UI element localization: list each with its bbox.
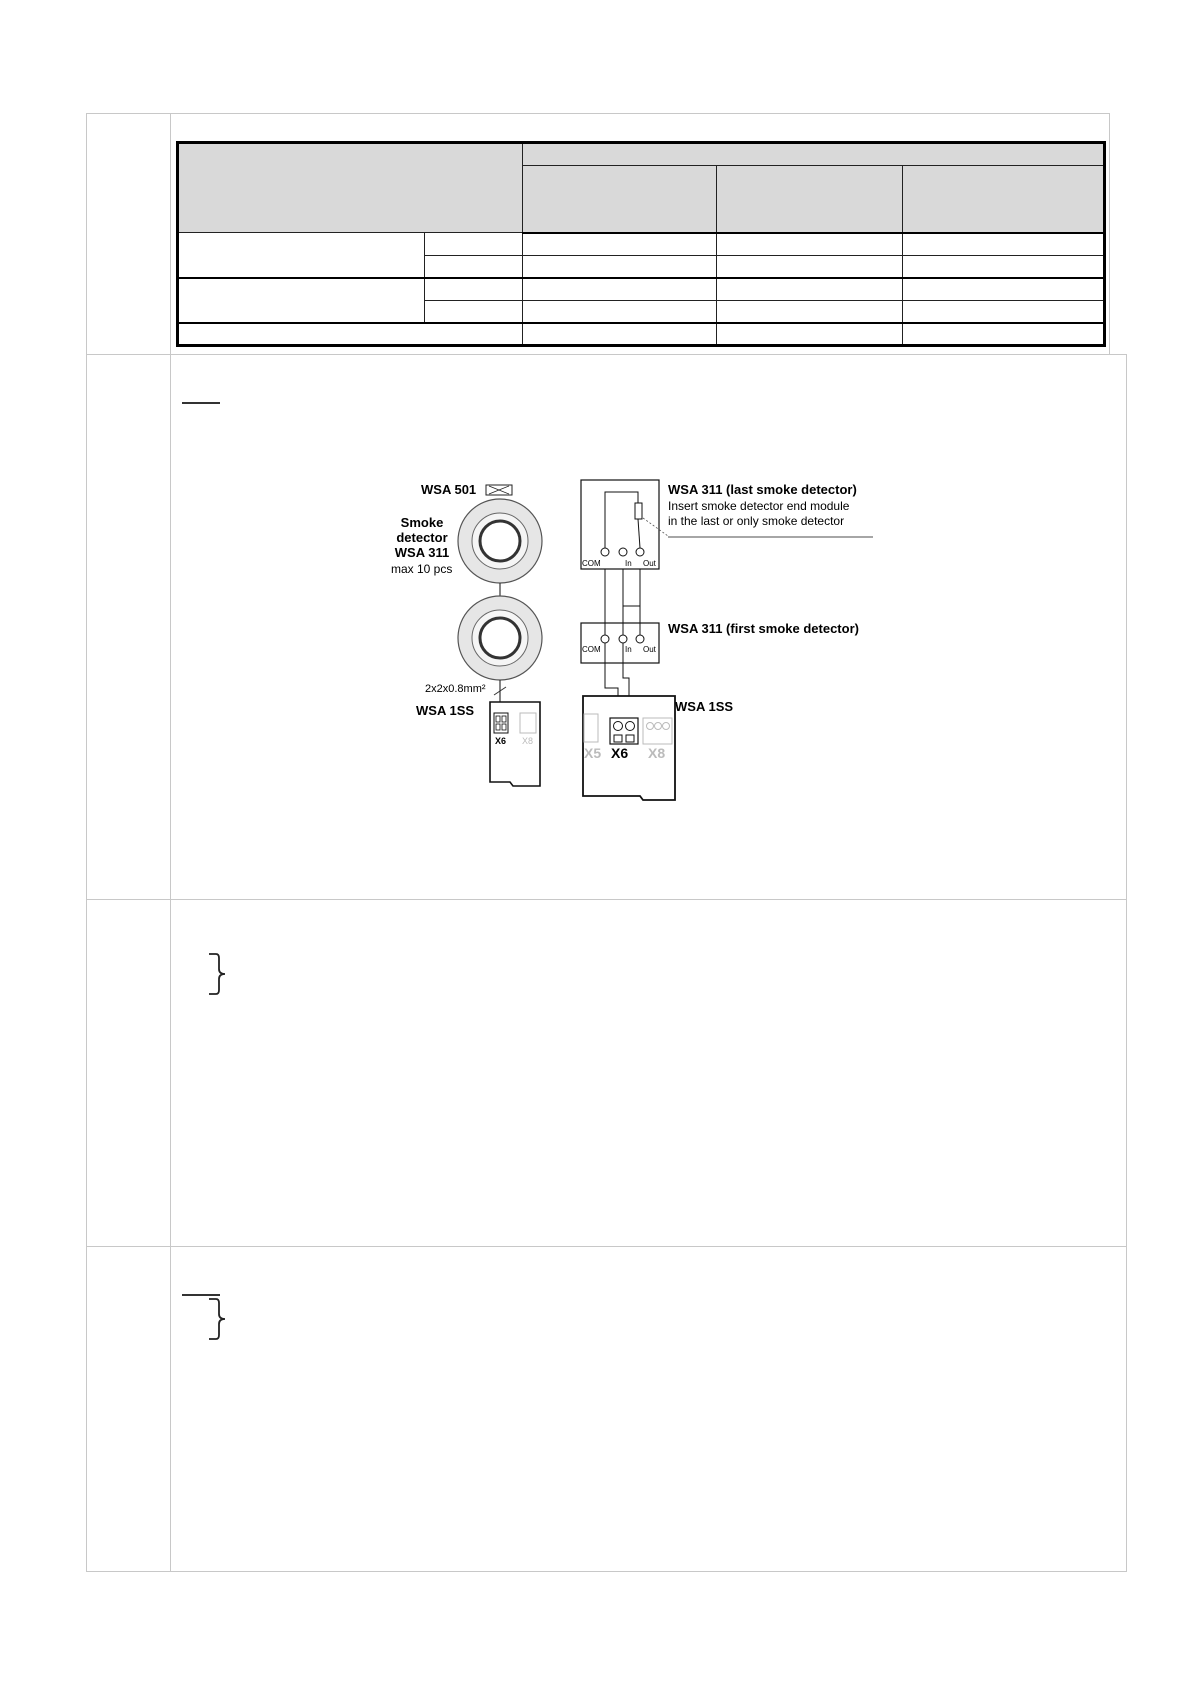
last-detector-note-2: in the last or only smoke detector <box>668 514 845 528</box>
out-label-first: Out <box>643 645 656 654</box>
last-detector-box <box>581 480 659 569</box>
table-cell <box>717 255 903 278</box>
x5-label: X5 <box>584 745 602 761</box>
spec-table <box>176 141 1106 347</box>
section-3-frame <box>86 899 1127 1247</box>
smoke-label-line3: WSA 311 <box>394 545 450 560</box>
brace-mark <box>206 1297 230 1341</box>
x8-label-small: X8 <box>522 736 534 746</box>
table-cell <box>717 300 903 323</box>
com-label-first: COM <box>582 645 601 654</box>
row-number-column-2 <box>86 354 171 900</box>
table-cell <box>178 233 425 278</box>
table-header-cell <box>903 165 1105 233</box>
last-detector-note-1: Insert smoke detector end module <box>668 499 850 513</box>
row-number-column-3 <box>86 899 171 1247</box>
smoke-label-line1: Smoke <box>400 515 444 530</box>
smoke-detector-icon <box>458 499 542 583</box>
wsa1ss-module-small <box>490 702 540 786</box>
table-cell <box>717 278 903 301</box>
first-detector-box <box>581 623 659 663</box>
table-cell <box>523 323 717 346</box>
wsa1ss-module-large <box>583 696 675 800</box>
table-cell <box>903 278 1105 301</box>
table-cell <box>523 233 717 256</box>
table-cell <box>903 233 1105 256</box>
table-cell <box>425 233 523 256</box>
table-cell <box>425 255 523 278</box>
wiring-diagram <box>385 478 885 803</box>
row-number-column-4 <box>86 1246 171 1572</box>
wsa501-symbol <box>486 485 512 495</box>
table-cell <box>903 300 1105 323</box>
wsa501-label: WSA 501 <box>421 482 477 497</box>
wsa1ss-label-right: WSA 1SS <box>675 699 734 714</box>
table-cell <box>178 323 523 346</box>
table-header-cell <box>178 143 523 233</box>
out-label-last: Out <box>643 559 656 568</box>
table-cell <box>903 323 1105 346</box>
table-cell <box>903 255 1105 278</box>
underline-mark <box>182 402 220 404</box>
cable-spec-label: 2x2x0.8mm² <box>425 683 486 695</box>
table-cell <box>717 233 903 256</box>
max-count-label: max 10 pcs <box>391 562 453 576</box>
x6-label-small: X6 <box>495 736 507 746</box>
section-4-frame <box>86 1246 1127 1572</box>
x6-label-large: X6 <box>611 745 629 761</box>
com-label-last: COM <box>582 559 601 568</box>
table-cell <box>178 278 425 323</box>
table-cell <box>717 323 903 346</box>
table-header-group-cell <box>523 143 1105 166</box>
first-detector-title: WSA 311 (first smoke detector) <box>668 621 859 636</box>
x8-label-large: X8 <box>648 745 666 761</box>
smoke-detector-icon <box>458 596 542 680</box>
underline-mark <box>182 1294 220 1296</box>
row-number-column-1 <box>86 113 171 355</box>
wsa1ss-label-left: WSA 1SS <box>416 703 475 718</box>
table-cell <box>523 300 717 323</box>
table-header-cell <box>717 165 903 233</box>
table-cell <box>523 278 717 301</box>
brace-mark <box>206 952 230 996</box>
in-label-last: In <box>625 559 632 568</box>
smoke-label-line2: detector <box>396 530 448 545</box>
table-header-cell <box>523 165 717 233</box>
table-cell <box>523 255 717 278</box>
last-detector-title: WSA 311 (last smoke detector) <box>668 482 857 497</box>
table-cell <box>425 300 523 323</box>
table-cell <box>425 278 523 301</box>
in-label-first: In <box>625 645 632 654</box>
